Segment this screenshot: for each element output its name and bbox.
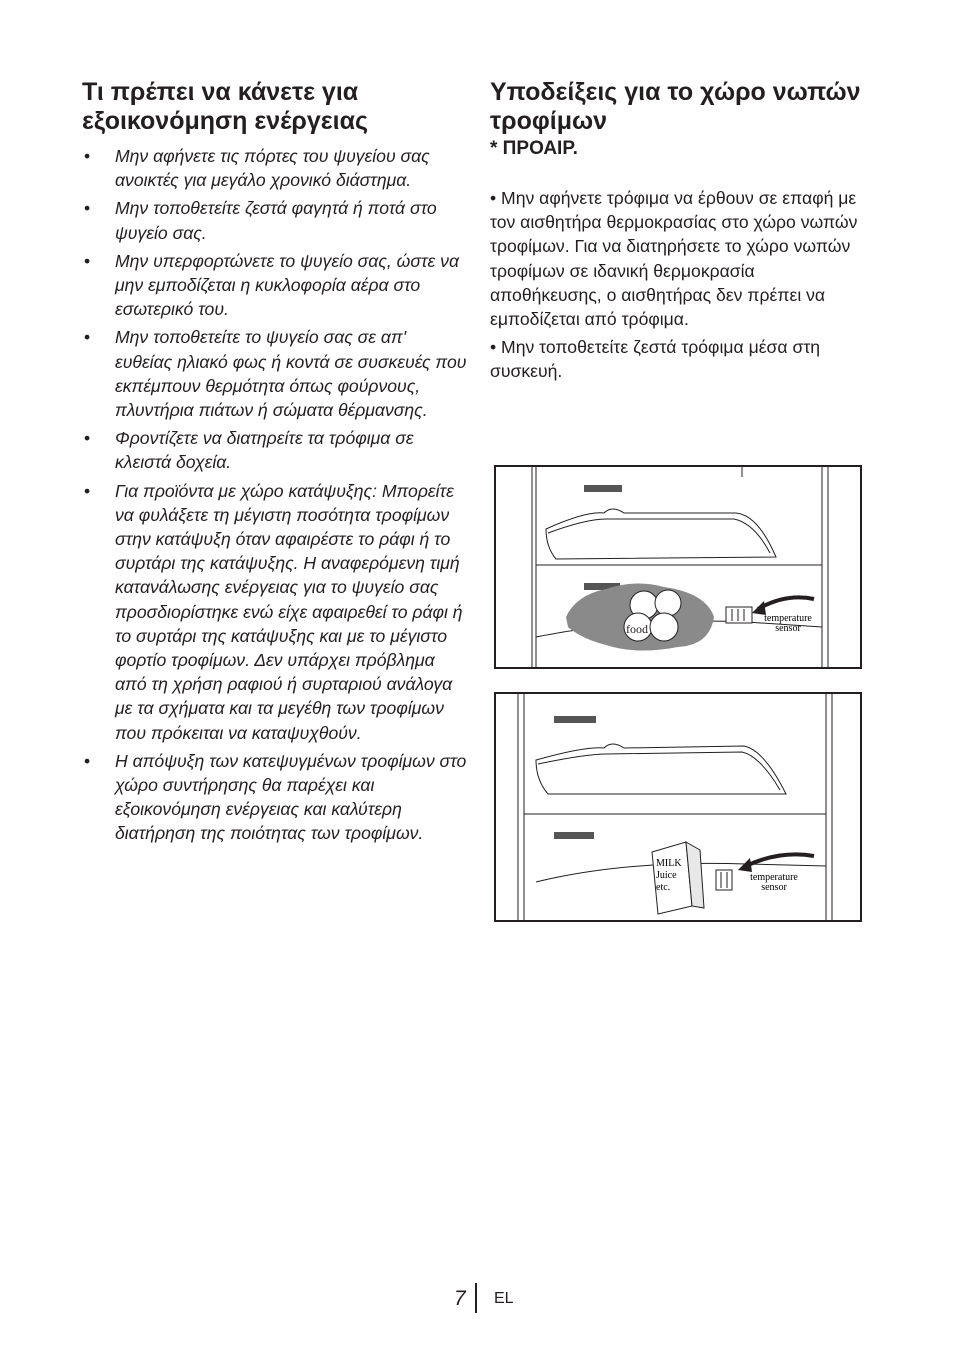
tip-text: Μην υπερφορτώνετε το ψυγείο σας, ώστε να μην εμποδίζεται η κυκλοφορία αέρα στο εσωτερικό του. bbox=[115, 250, 459, 320]
tip-text: Μην τοποθετείτε το ψυγείο σας σε απ' ευθείας ηλιακό φως ή κοντά σε συσκευές που εκπέμπουν θερμότητα όπως φούρνους, πλυντήρια πιάτων ή σώματα θέρμανσης. bbox=[115, 327, 467, 421]
sensor-label-line1: temperature bbox=[764, 613, 812, 624]
bullet: • bbox=[84, 750, 91, 771]
list-item bbox=[82, 749, 467, 846]
footer-divider bbox=[475, 1283, 477, 1313]
carton-text-etc: etc. bbox=[656, 882, 671, 893]
hot-food-paragraph: • Μην τοποθετείτε ζεστά τρόφιμα μέσα στη συσκευή. bbox=[490, 337, 821, 382]
list-item bbox=[82, 426, 467, 474]
bullet: • bbox=[84, 480, 91, 501]
sensor-label-line2: sensor bbox=[761, 882, 787, 893]
vent-icon bbox=[554, 716, 596, 839]
bullet: • bbox=[84, 198, 91, 219]
temperature-sensor-icon bbox=[726, 607, 752, 623]
sensor-label-line1: temperature bbox=[750, 872, 798, 883]
fresh-food-title: Υποδείξεις για το χώρο νωπών τροφίμων bbox=[490, 78, 861, 135]
tip-text: Για προϊόντα με χώρο κατάψυξης: Μπορείτε να φυλάξετε τη μέγιστη ποσότητα τροφίμων στην κατάψυξη όταν αφαιρέστε το ράφι ή το συρτάρι της κατάψυξης. Η αναφερόμενη τιμή κατανάλωσης ενέργειας για το ψυγείο σας προσδιορίστηκε ενώ είχε αφαιρεθεί το ράφι ή το συρτάρι της κατάψυξης και με το μέγιστο φορτίο τροφίμων. Δεν υπάρχει πρόβλημα από τη χρήση ραφιού ή συρταριού ανάλογα με τα σχήματα και τα μεγέθη των τροφίμων που πρόκειται να καταψυχθούν. bbox=[115, 480, 463, 743]
figure-food-sensor bbox=[494, 465, 862, 669]
vent-icon bbox=[584, 485, 622, 590]
list-item bbox=[82, 249, 467, 322]
bullet: • bbox=[84, 146, 91, 166]
optional-note: * ΠΡΟΑΙΡ. bbox=[490, 138, 578, 159]
list-item bbox=[82, 479, 467, 745]
list-item bbox=[82, 325, 467, 422]
bullet: • bbox=[84, 250, 91, 271]
carton-text-juice: Juice bbox=[656, 870, 677, 881]
milk-carton-icon bbox=[652, 842, 704, 914]
tip-text: Η απόψυξη των κατεψυγμένων τροφίμων στο χώρο συντήρησης θα παρέχει και εξοικονόμηση ενέργειας και καλύτερη διατήρηση της ποιότητας των τροφίμων. bbox=[115, 750, 467, 844]
carton-text-milk: MILK bbox=[656, 858, 682, 869]
energy-saving-title: Τι πρέπει να κάνετε για εξοικονόμηση ενέργειας bbox=[82, 78, 368, 135]
list-item bbox=[82, 144, 467, 192]
bullet: • bbox=[84, 428, 91, 449]
page-number: 7 bbox=[454, 1287, 466, 1310]
energy-saving-section bbox=[82, 78, 467, 850]
temperature-sensor-icon bbox=[716, 870, 732, 890]
energy-saving-tips bbox=[82, 144, 467, 846]
fresh-food-section bbox=[490, 78, 865, 384]
tip-text: Μην αφήνετε τις πόρτες του ψυγείου σας ανοικτές για μεγάλο χρονικό διάστημα. bbox=[115, 146, 430, 191]
sensor-label-line2: sensor bbox=[775, 623, 801, 634]
list-item bbox=[82, 196, 467, 244]
arrow-icon bbox=[738, 854, 814, 872]
food-label: food bbox=[626, 622, 648, 636]
tip-text: Μην τοποθετείτε ζεστά φαγητά ή ποτά στο ψυγείο σας. bbox=[115, 198, 437, 243]
sensor-paragraph: • Μην αφήνετε τρόφιμα να έρθουν σε επαφή με τον αισθητήρα θερμοκρασίας στο χώρο νωπών τροφίμων. Για να διατηρήσετε το χώρο νωπών τροφίμων σε ιδανική θερμοκρασία αποθήκευσης, ο αισθητήρας δεν πρέπει να εμποδίζεται από τρόφιμα. bbox=[490, 188, 858, 330]
bullet: • bbox=[84, 327, 91, 348]
tip-text: Φροντίζετε να διατηρείτε τα τρόφιμα σε κλειστά δοχεία. bbox=[115, 428, 414, 473]
language-code: EL bbox=[494, 1290, 514, 1307]
food-icon bbox=[566, 583, 714, 650]
figure-carton-sensor bbox=[494, 692, 862, 922]
